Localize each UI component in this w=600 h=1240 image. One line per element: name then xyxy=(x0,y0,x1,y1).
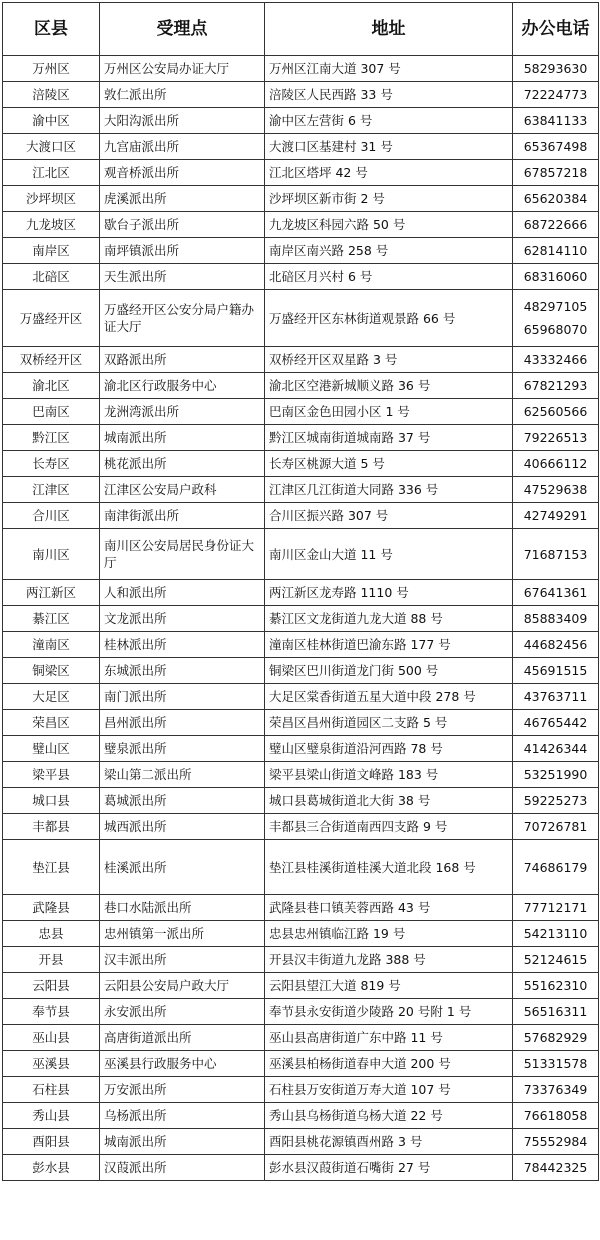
table-row xyxy=(3,973,599,999)
cell-office: 云阳县公安局户政大厅 xyxy=(100,973,265,999)
phone-number: 74686179 xyxy=(523,859,588,875)
table-row xyxy=(3,425,599,451)
cell-address: 忠县忠州镇临江路 19 号 xyxy=(265,921,513,947)
cell-phone xyxy=(513,1103,599,1129)
cell-address: 城口县葛城街道北大街 38 号 xyxy=(265,788,513,814)
cell-phone xyxy=(513,1051,599,1077)
table-row xyxy=(3,56,599,82)
table-row xyxy=(3,160,599,186)
cell-office: 龙洲湾派出所 xyxy=(100,399,265,425)
cell-phone xyxy=(513,451,599,477)
phone-number: 59225273 xyxy=(523,793,588,808)
phone-number: 42749291 xyxy=(523,508,588,523)
cell-address: 铜梁区巴川街道龙门街 500 号 xyxy=(265,658,513,684)
cell-address: 两江新区龙寿路 1110 号 xyxy=(265,580,513,606)
cell-office: 南津街派出所 xyxy=(100,503,265,529)
cell-address: 巴南区金色田园小区 1 号 xyxy=(265,399,513,425)
phone-number: 51331578 xyxy=(523,1056,588,1071)
cell-phone xyxy=(513,921,599,947)
table-row xyxy=(3,529,599,580)
table-row xyxy=(3,606,599,632)
phone-number: 67641361 xyxy=(523,585,588,600)
table-row xyxy=(3,503,599,529)
cell-district: 丰都县 xyxy=(3,814,100,840)
header-phone: 办公电话 xyxy=(513,3,599,56)
table-row xyxy=(3,290,599,347)
cell-district: 黔江区 xyxy=(3,425,100,451)
cell-district: 云阳县 xyxy=(3,973,100,999)
header-district: 区县 xyxy=(3,3,100,56)
phone-number: 48297105 xyxy=(523,299,588,314)
cell-phone xyxy=(513,895,599,921)
cell-address: 云阳县望江大道 819 号 xyxy=(265,973,513,999)
cell-phone xyxy=(513,947,599,973)
cell-address: 梁平县梁山街道文峰路 183 号 xyxy=(265,762,513,788)
phone-number: 63841133 xyxy=(523,113,588,128)
cell-address: 璧山区璧泉街道沿河西路 78 号 xyxy=(265,736,513,762)
cell-phone xyxy=(513,736,599,762)
phone-number: 68316060 xyxy=(523,269,588,284)
phone-number: 46765442 xyxy=(523,715,588,730)
table-row xyxy=(3,736,599,762)
cell-address: 北碚区月兴村 6 号 xyxy=(265,264,513,290)
table-row xyxy=(3,947,599,973)
cell-phone xyxy=(513,290,599,347)
cell-address: 石柱县万安街道万寿大道 107 号 xyxy=(265,1077,513,1103)
cell-district: 大足区 xyxy=(3,684,100,710)
cell-phone xyxy=(513,788,599,814)
cell-district: 忠县 xyxy=(3,921,100,947)
cell-phone xyxy=(513,658,599,684)
cell-phone xyxy=(513,477,599,503)
phone-number: 73376349 xyxy=(523,1082,588,1097)
phone-number: 79226513 xyxy=(523,430,588,445)
cell-office: 万盛经开区公安分局户籍办证大厅 xyxy=(100,290,265,347)
table-row xyxy=(3,477,599,503)
phone-number: 65620384 xyxy=(523,191,588,206)
cell-phone xyxy=(513,529,599,580)
phone-number: 62560566 xyxy=(523,404,588,419)
cell-phone xyxy=(513,1155,599,1181)
cell-office: 万州区公安局办证大厅 xyxy=(100,56,265,82)
cell-phone xyxy=(513,710,599,736)
cell-address: 丰都县三合街道南西四支路 9 号 xyxy=(265,814,513,840)
table-row xyxy=(3,264,599,290)
cell-phone xyxy=(513,373,599,399)
cell-office: 敦仁派出所 xyxy=(100,82,265,108)
cell-district: 合川区 xyxy=(3,503,100,529)
cell-office: 巫溪县行政服务中心 xyxy=(100,1051,265,1077)
cell-district: 江北区 xyxy=(3,160,100,186)
phone-number: 45691515 xyxy=(523,663,588,678)
cell-office: 渝北区行政服务中心 xyxy=(100,373,265,399)
table-row xyxy=(3,1129,599,1155)
cell-phone xyxy=(513,1025,599,1051)
cell-office: 南坪镇派出所 xyxy=(100,238,265,264)
cell-district: 綦江区 xyxy=(3,606,100,632)
cell-office: 歇台子派出所 xyxy=(100,212,265,238)
table-row xyxy=(3,186,599,212)
cell-address: 沙坪坝区新市街 2 号 xyxy=(265,186,513,212)
table-row xyxy=(3,788,599,814)
cell-address: 渝北区空港新城顺义路 36 号 xyxy=(265,373,513,399)
cell-phone xyxy=(513,999,599,1025)
table-body xyxy=(3,56,599,1181)
table-row xyxy=(3,840,599,895)
phone-number: 71687153 xyxy=(523,546,588,562)
phone-number: 68722666 xyxy=(523,217,588,232)
cell-district: 铜梁区 xyxy=(3,658,100,684)
cell-phone xyxy=(513,606,599,632)
cell-address: 秀山县乌杨街道乌杨大道 22 号 xyxy=(265,1103,513,1129)
cell-phone xyxy=(513,399,599,425)
cell-address: 奉节县永安街道少陵路 20 号附 1 号 xyxy=(265,999,513,1025)
table-row xyxy=(3,1103,599,1129)
phone-number: 47529638 xyxy=(523,482,588,497)
cell-office: 葛城派出所 xyxy=(100,788,265,814)
office-table xyxy=(2,2,599,1181)
phone-number: 67857218 xyxy=(523,165,588,180)
cell-phone xyxy=(513,1129,599,1155)
cell-office: 乌杨派出所 xyxy=(100,1103,265,1129)
cell-phone xyxy=(513,580,599,606)
table-row xyxy=(3,82,599,108)
cell-address: 合川区振兴路 307 号 xyxy=(265,503,513,529)
cell-office: 桃花派出所 xyxy=(100,451,265,477)
cell-district: 荣昌区 xyxy=(3,710,100,736)
cell-office: 九宫庙派出所 xyxy=(100,134,265,160)
table-row xyxy=(3,658,599,684)
cell-office: 南川区公安局居民身份证大厅 xyxy=(100,529,265,580)
cell-address: 长寿区桃源大道 5 号 xyxy=(265,451,513,477)
cell-address: 南川区金山大道 11 号 xyxy=(265,529,513,580)
cell-address: 渝中区左营街 6 号 xyxy=(265,108,513,134)
table-row xyxy=(3,134,599,160)
cell-address: 彭水县汉葭街道石嘴街 27 号 xyxy=(265,1155,513,1181)
phone-number: 56516311 xyxy=(523,1004,588,1019)
phone-number: 44682456 xyxy=(523,637,588,652)
cell-office: 大阳沟派出所 xyxy=(100,108,265,134)
cell-phone xyxy=(513,238,599,264)
cell-address: 江津区几江街道大同路 336 号 xyxy=(265,477,513,503)
cell-phone xyxy=(513,425,599,451)
phone-number: 85883409 xyxy=(523,611,588,626)
cell-district: 巴南区 xyxy=(3,399,100,425)
cell-address: 南岸区南兴路 258 号 xyxy=(265,238,513,264)
cell-district: 大渡口区 xyxy=(3,134,100,160)
cell-address: 酉阳县桃花源镇酉州路 3 号 xyxy=(265,1129,513,1155)
phone-number: 41426344 xyxy=(523,741,588,756)
cell-phone xyxy=(513,186,599,212)
cell-office: 梁山第二派出所 xyxy=(100,762,265,788)
cell-address: 垫江县桂溪街道桂溪大道北段 168 号 xyxy=(265,840,513,895)
cell-district: 石柱县 xyxy=(3,1077,100,1103)
cell-phone xyxy=(513,160,599,186)
cell-office: 高唐街道派出所 xyxy=(100,1025,265,1051)
cell-address: 江北区塔坪 42 号 xyxy=(265,160,513,186)
table-row xyxy=(3,684,599,710)
cell-address: 开县汉丰街道九龙路 388 号 xyxy=(265,947,513,973)
phone-number: 78442325 xyxy=(523,1160,588,1175)
table-row xyxy=(3,212,599,238)
cell-phone xyxy=(513,108,599,134)
cell-district: 万盛经开区 xyxy=(3,290,100,347)
cell-office: 天生派出所 xyxy=(100,264,265,290)
cell-district: 涪陵区 xyxy=(3,82,100,108)
cell-phone xyxy=(513,814,599,840)
phone-number: 67821293 xyxy=(523,378,588,393)
cell-office: 城南派出所 xyxy=(100,1129,265,1155)
table-row xyxy=(3,1077,599,1103)
table-row xyxy=(3,710,599,736)
cell-district: 开县 xyxy=(3,947,100,973)
table-row xyxy=(3,921,599,947)
cell-office: 江津区公安局户政科 xyxy=(100,477,265,503)
table-row xyxy=(3,347,599,373)
cell-address: 涪陵区人民西路 33 号 xyxy=(265,82,513,108)
cell-district: 垫江县 xyxy=(3,840,100,895)
cell-address: 万盛经开区东林街道观景路 66 号 xyxy=(265,290,513,347)
cell-district: 九龙坡区 xyxy=(3,212,100,238)
cell-district: 奉节县 xyxy=(3,999,100,1025)
table-row xyxy=(3,895,599,921)
phone-number: 53251990 xyxy=(523,767,588,782)
cell-phone xyxy=(513,762,599,788)
phone-number: 75552984 xyxy=(523,1134,588,1149)
cell-phone xyxy=(513,56,599,82)
cell-address: 巫溪县柏杨街道春申大道 200 号 xyxy=(265,1051,513,1077)
table-row xyxy=(3,1155,599,1181)
table-row xyxy=(3,108,599,134)
cell-office: 文龙派出所 xyxy=(100,606,265,632)
cell-district: 巫溪县 xyxy=(3,1051,100,1077)
table-row xyxy=(3,238,599,264)
cell-district: 江津区 xyxy=(3,477,100,503)
cell-phone xyxy=(513,503,599,529)
cell-district: 北碚区 xyxy=(3,264,100,290)
phone-number: 65367498 xyxy=(523,139,588,154)
cell-office: 永安派出所 xyxy=(100,999,265,1025)
cell-office: 桂林派出所 xyxy=(100,632,265,658)
cell-office: 璧泉派出所 xyxy=(100,736,265,762)
cell-district: 长寿区 xyxy=(3,451,100,477)
table-header-row xyxy=(3,3,599,56)
cell-office: 万安派出所 xyxy=(100,1077,265,1103)
table-row xyxy=(3,1051,599,1077)
phone-number: 43763711 xyxy=(523,689,588,704)
phone-number: 70726781 xyxy=(523,819,588,834)
cell-office: 汉丰派出所 xyxy=(100,947,265,973)
phone-number: 52124615 xyxy=(523,952,588,967)
cell-address: 荣昌区昌州街道园区二支路 5 号 xyxy=(265,710,513,736)
cell-address: 双桥经开区双星路 3 号 xyxy=(265,347,513,373)
table-row xyxy=(3,999,599,1025)
cell-address: 武隆县巷口镇芙蓉西路 43 号 xyxy=(265,895,513,921)
cell-district: 城口县 xyxy=(3,788,100,814)
cell-address: 大足区棠香街道五星大道中段 278 号 xyxy=(265,684,513,710)
table-row xyxy=(3,580,599,606)
cell-district: 两江新区 xyxy=(3,580,100,606)
phone-number: 40666112 xyxy=(523,456,588,471)
cell-district: 渝北区 xyxy=(3,373,100,399)
phone-number: 65968070 xyxy=(523,322,588,337)
cell-office: 城西派出所 xyxy=(100,814,265,840)
header-office: 受理点 xyxy=(100,3,265,56)
cell-address: 巫山县高唐街道广东中路 11 号 xyxy=(265,1025,513,1051)
cell-office: 汉葭派出所 xyxy=(100,1155,265,1181)
cell-phone xyxy=(513,264,599,290)
cell-address: 綦江区文龙街道九龙大道 88 号 xyxy=(265,606,513,632)
cell-office: 东城派出所 xyxy=(100,658,265,684)
phone-number: 62814110 xyxy=(523,243,588,258)
table-row xyxy=(3,762,599,788)
phone-number: 54213110 xyxy=(523,926,588,941)
phone-number: 43332466 xyxy=(523,352,588,367)
cell-office: 观音桥派出所 xyxy=(100,160,265,186)
cell-district: 双桥经开区 xyxy=(3,347,100,373)
phone-number: 58293630 xyxy=(523,61,588,76)
table-row xyxy=(3,814,599,840)
cell-office: 巷口水陆派出所 xyxy=(100,895,265,921)
table-row xyxy=(3,632,599,658)
cell-phone xyxy=(513,632,599,658)
cell-office: 南门派出所 xyxy=(100,684,265,710)
cell-phone xyxy=(513,1077,599,1103)
cell-district: 秀山县 xyxy=(3,1103,100,1129)
cell-office: 忠州镇第一派出所 xyxy=(100,921,265,947)
cell-office: 昌州派出所 xyxy=(100,710,265,736)
cell-office: 虎溪派出所 xyxy=(100,186,265,212)
phone-number: 72224773 xyxy=(523,87,588,102)
cell-district: 南岸区 xyxy=(3,238,100,264)
cell-district: 万州区 xyxy=(3,56,100,82)
cell-district: 渝中区 xyxy=(3,108,100,134)
phone-number: 76618058 xyxy=(523,1108,588,1123)
cell-phone xyxy=(513,82,599,108)
cell-phone xyxy=(513,347,599,373)
cell-district: 巫山县 xyxy=(3,1025,100,1051)
cell-office: 城南派出所 xyxy=(100,425,265,451)
cell-address: 潼南区桂林街道巴渝东路 177 号 xyxy=(265,632,513,658)
cell-district: 璧山区 xyxy=(3,736,100,762)
cell-district: 潼南区 xyxy=(3,632,100,658)
table-row xyxy=(3,399,599,425)
cell-office: 桂溪派出所 xyxy=(100,840,265,895)
cell-phone xyxy=(513,212,599,238)
header-address: 地址 xyxy=(265,3,513,56)
cell-district: 酉阳县 xyxy=(3,1129,100,1155)
phone-number: 57682929 xyxy=(523,1030,588,1045)
cell-phone xyxy=(513,684,599,710)
cell-address: 大渡口区基建村 31 号 xyxy=(265,134,513,160)
cell-phone xyxy=(513,840,599,895)
cell-address: 九龙坡区科园六路 50 号 xyxy=(265,212,513,238)
cell-district: 彭水县 xyxy=(3,1155,100,1181)
cell-phone xyxy=(513,973,599,999)
cell-district: 梁平县 xyxy=(3,762,100,788)
cell-district: 南川区 xyxy=(3,529,100,580)
phone-number: 55162310 xyxy=(523,978,588,993)
cell-office: 双路派出所 xyxy=(100,347,265,373)
phone-number: 77712171 xyxy=(523,900,588,915)
cell-district: 沙坪坝区 xyxy=(3,186,100,212)
cell-district: 武隆县 xyxy=(3,895,100,921)
table-row xyxy=(3,1025,599,1051)
table-row xyxy=(3,451,599,477)
cell-phone xyxy=(513,134,599,160)
cell-address: 万州区江南大道 307 号 xyxy=(265,56,513,82)
table-row xyxy=(3,373,599,399)
cell-office: 人和派出所 xyxy=(100,580,265,606)
cell-address: 黔江区城南街道城南路 37 号 xyxy=(265,425,513,451)
